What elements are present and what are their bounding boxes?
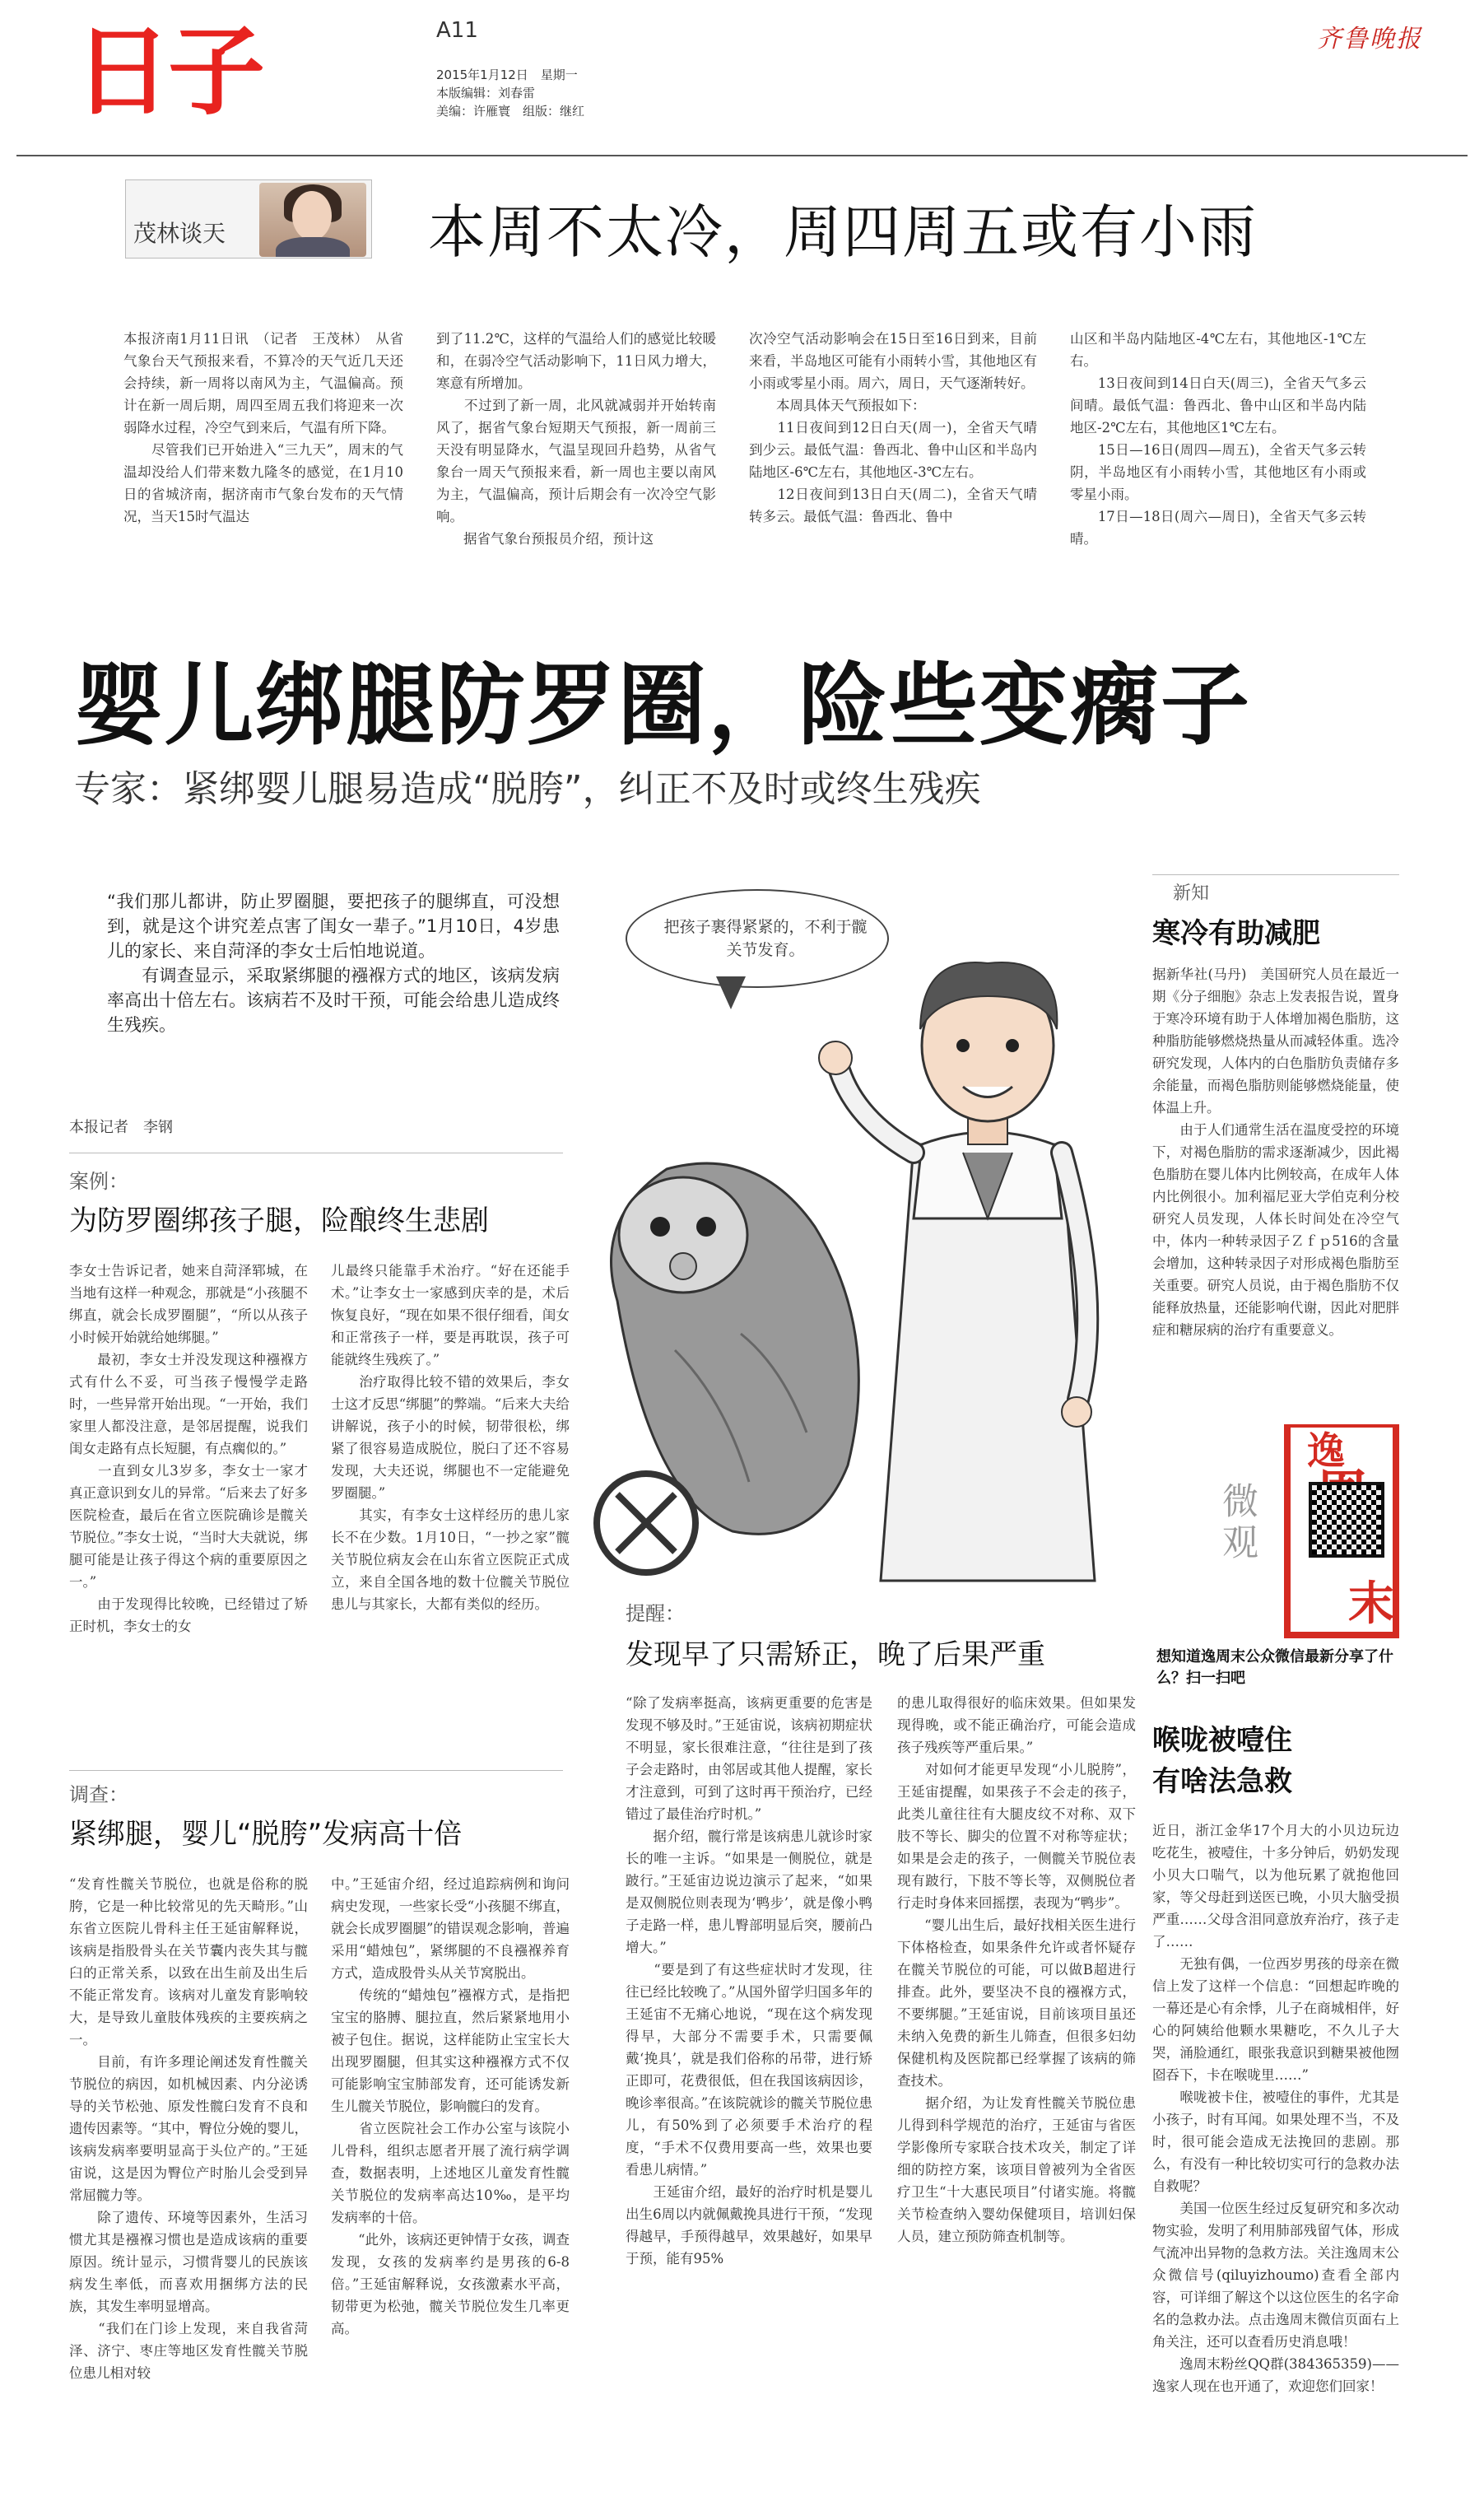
survey-divider	[69, 1770, 563, 1771]
byline: 本报记者 李钢	[69, 1119, 173, 1136]
sidebar-news-title: 寒冷有助减肥	[1152, 917, 1320, 950]
weather-col-4: 山区和半岛内陆地区-4℃左右，其他地区-1℃左右。 13日夜间到14日白天(周三)，全省天气多云间晴。最低气温：鲁西北、鲁中山区和半岛内陆地区-2℃左右，其他地区1℃左右。 15日—16日(周四—周五)，全省天气多云转阴，半岛地区有小雨转小雪，其他地区有小雨或零星小雨。 17日—18日(周六—周日)，全省天气多云转晴。	[1070, 331, 1366, 547]
brand-char-1: 逸	[1307, 1428, 1345, 1473]
case-title: 为防罗圈绑孩子腿，险酿终生悲剧	[69, 1204, 489, 1237]
weather-col-3: 次冷空气活动影响会在15日至16日到来，目前来看，半岛地区可能有小雨转小雪，其他地区有小雨或零星小雨。周六，周日，天气逐渐转好。 本周具体天气预报如下： 11日夜间到12日白天(周一)，全省天气晴到少云。最低气温：鲁西北、鲁中山区和半岛内陆地区-6℃左右，其他地区-3℃左右。 12日夜间到13日白天(周二)，全省天气晴转多云。最低气温：鲁西北、鲁中	[749, 331, 1037, 524]
main-headline: 婴儿绑腿防罗圈，险些变瘸子	[74, 655, 1252, 757]
sidebar-news-label: 新知	[1173, 883, 1210, 904]
columnist-avatar	[259, 183, 366, 257]
weather-col-2: 到了11.2℃，这样的气温给人们的感觉比较暖和，在弱冷空气活动影响下，11日风力增大，寒意有所增加。 不过到了新一周，北风就减弱并开始转南风了，据省气象台短期天气预报，新一周前三天没有明显降水，气温呈现回升趋势，从省气象台一周天气预报来看，新一周也主要以南风为主，气温偏高，预计后期会有一次冷空气影响。 据省气象台预报员介绍，预计这	[436, 331, 716, 547]
sidebar-top-divider	[1152, 874, 1399, 875]
section-title: 日子	[74, 15, 263, 128]
sidebar-news-text: 据新华社(马丹) 美国研究人员在最近一期《分子细胞》杂志上发表报告说，置身于寒冷环境有助于人体增加褐色脂肪，这种脂肪能够燃烧热量从而减轻体重。选冷研究发现，人体内的白色脂肪负责储存多余能量，而褐色脂肪则能够燃烧能量，使体温上升。 由于人们通常生活在温度受控的环境下，对褐色脂肪的需求逐渐减少，因此褐色脂肪在婴儿体内比例较高，在成年人体内比例很小。加利福尼亚大学伯克利分校研究人员发现，人体长时间处在冷空气中，体内一种转录因子Ｚｆｐ516的含量会增加，这种转录因子对形成褐色脂肪至关重要。研究人员说，由于褐色脂肪不仅能释放热量，还能影响代谢，因此对肥胖症和糖尿病的治疗有重要意义。	[1152, 967, 1399, 1338]
page-number: A11	[436, 18, 478, 43]
first-aid-title-line-1: 喉咙被噎住	[1152, 1724, 1292, 1757]
survey-title: 紧绑腿，婴儿“脱胯”发病高十倍	[69, 1818, 463, 1851]
weather-headline: 本周不太冷，周四周五或有小雨	[428, 198, 1258, 266]
survey-col-1: “发育性髋关节脱位，也就是俗称的脱胯，它是一种比较常见的先天畸形。”山东省立医院儿骨科主任王延宙解释说，该病是指股骨头在关节囊内丧失其与髋臼的正常关系，以致在出生前及出生后不能正常发育。该病对儿童发育影响较大，是导致儿童肢体残疾的主要疾病之一。 目前，有许多理论阐述发育性髋关节脱位的病因，如机械因素、内分泌诱导的关节松弛、原发性髋臼发育不良和遗传因素等。“其中，臀位分娩的婴儿，该病发病率要明显高于头位产的。”王延宙说，这是因为臀位产时胎儿会受到异常屈髋力等。 除了遗传、环境等因素外，生活习惯尤其是襁褓习惯也是造成该病的重要原因。统计显示，习惯背婴儿的民族该病发生率低，而喜欢用捆绑方法的民族，其发生率明显增高。 “我们在门诊上发现，来自我省菏泽、济宁、枣庄等地区发育性髋关节脱位患儿相对较	[69, 1876, 308, 2381]
first-aid-title-line-2: 有啥法急救	[1152, 1765, 1292, 1798]
wechat-mini-word: 微观	[1216, 1482, 1258, 1564]
doctor-figure	[819, 962, 1095, 1581]
doctor-baby-illustration	[568, 873, 1161, 1589]
weather-col-1: 本报济南1月11日讯 （记者 王茂林） 从省气象台天气预报来看，不算冷的天气近几天还会持续，新一周将以南风为主，气温偏高。预计在新一周后期，周四至周五我们将迎来一次弱降水过程，冷空气到来后，气温有所下降。 尽管我们已开始进入“三九天”，周末的气温却没给人们带来数九隆冬的感觉，在1月10日的省城济南，据济南市气象台发布的天气情况，当天15时气温达	[123, 331, 403, 524]
case-label: 案例：	[69, 1170, 128, 1193]
masthead-divider	[16, 155, 1468, 156]
speech-bubble-text: 把孩子裹得紧紧的，不利于髋关节发育。	[663, 918, 868, 959]
wechat-caption: 想知道逸周末公众微信最新分享了什么？扫一扫吧	[1156, 1648, 1393, 1687]
column-badge-label: 茂林谈天	[133, 220, 226, 247]
main-subtitle: 专家：紧绑婴儿腿易造成“脱胯”，纠正不及时或终生残疾	[74, 768, 981, 810]
remind-col-2: 的患儿取得很好的临床效果。但如果发现得晚，或不能正确治疗，可能会造成孩子残疾等严重后果。” 对如何才能更早发现“小儿脱胯”，王延宙提醒，如果孩子不会走的孩子，此类儿童往往有大腿皮纹不对称、双下肢不等长、脚尖的位置不对称等症状；如果是会走的孩子，一侧髋关节脱位表现有跛行，下肢不等长等，双侧脱位者行走时身体来回摇摆，表现为“鸭步”。 “婴儿出生后，最好找相关医生进行下体格检查，如果条件允许或者怀疑存在髋关节脱位的可能，可以做B超进行排查。此外，要坚决不良的襁褓方式，不要绑腿。”王延宙说，目前该项目虽还未纳入免费的新生儿筛查，但很多妇幼保健机构及医院都已经掌握了该病的筛查技术。 据介绍，为让发育性髋关节脱位患儿得到科学规范的治疗，王延宙与省医学影像所专家联合技术攻关，制定了详细的防控方案，该项目曾被列为全省医疗卫生“十大惠民项目”付诸实施。将髋关节检查纳入婴幼保健项目，培训妇保人员，建立预防筛查机制等。	[897, 1695, 1136, 2244]
case-col-2: 儿最终只能靠手术治疗。“好在还能手术。”让李女士一家感到庆幸的是，术后恢复良好，“现在如果不很仔细看，闺女和正常孩子一样，要是再耽误，孩子可能就终生残疾了。” 治疗取得比较不错的效果后，李女士这才反思“绑腿”的弊端。“后来大夫给讲解说，孩子小的时候，韧带很松，绑紧了很容易造成脱位，脱臼了还不容易发现，大夫还说，绑腿也不一定能避免罗圈腿。” 其实，有李女士这样经历的患儿家长不在少数。1月10日，“一抄之家”髋关节脱位病友会在山东省立医院正式成立，来自全国各地的数十位髋关节脱位患儿与其家长，大都有类似的经历。	[331, 1263, 570, 1612]
first-aid-text: 近日，浙江金华17个月大的小贝边玩边吃花生，被噎住，十多分钟后，奶奶发现小贝大口喘气，以为他玩累了就抱他回家，等父母赶到送医已晚，小贝大脑受损严重……父母含泪同意放弃治疗，孩子走了…… 无独有偶，一位西岁男孩的母亲在微信上发了这样一个信息：“回想起昨晚的一幕还是心有余悸，儿子在商城相伴，好心的阿姨给他颗水果糖吃，不久儿子大哭，涌脸通红，眼张我意识到糖果被他囫囵吞下，卡在喉咙里……” 喉咙被卡住，被噎住的事件，尤其是小孩子，时有耳闻。如果处理不当，不及时，很可能会造成无法挽回的悲剧。那么，有没有一种比较切实可行的急救办法自救呢？ 美国一位医生经过反复研究和多次动物实验，发明了利用肺部残留气体，形成气流冲出异物的急救方法。关注逸周末公众微信号(qiluyizhoumo)查看全部内容，可详细了解这个以这位医生的名字命名的急救办法。点击逸周末微信页面右上角关注，还可以查看历史消息哦！ 逸周末粉丝QQ群(384365359)——逸家人现在也开通了，欢迎您们回家！	[1152, 1823, 1399, 2394]
main-lead: “我们那儿都讲，防止罗圈腿，要把孩子的腿绑直，可没想到，就是这个讲究差点害了闺女一辈子。”1月10日，4岁患儿的家长、来自菏泽的李女士后怕地说道。 有调查显示，采取紧绑腿的襁褓方式的地区，该病发病率高出十倍左右。该病若不及时干预，可能会给患儿造成终生残疾。	[107, 892, 560, 1035]
remind-label: 提醒：	[626, 1602, 685, 1625]
remind-title: 发现早了只需矫正，晚了后果严重	[626, 1638, 1045, 1671]
swaddled-baby-figure	[612, 1163, 859, 1534]
survey-col-2: 中。”王延宙介绍，经过追踪病例和询问病史发现，一些家长受“小孩腿不绑直，就会长成罗圈腿”的错误观念影响，普遍采用“蜡烛包”，紧绑腿的不良襁褓养育方式，造成股骨头从关节窝脱出。 传统的“蜡烛包”襁褓方式，是指把宝宝的胳膊、腿拉直，然后紧紧地用小被子包住。据说，这样能防止宝宝长大出现罗圈腿，但其实这种襁褓方式不仅可能影响宝宝肺部发育，还可能诱发新生儿髋关节脱位，影响髋臼的发育。 省立医院社会工作办公室与该院小儿骨科，组织志愿者开展了流行病学调查，数据表明，上述地区儿童发育性髋关节脱位的发病率高达10‰，是平均发病率的十倍。 “此外，该病还更钟情于女孩，调查发现，女孩的发病率约是男孩的6-8倍。”王延宙解释说，女孩激素水平高，韧带更为松弛，髋关节脱位发生几率更高。	[331, 1876, 570, 2336]
prohibit-icon	[597, 1474, 695, 1572]
survey-label: 调查：	[69, 1783, 128, 1806]
newspaper-brand-logo: 齐鲁晚报	[1317, 25, 1422, 54]
wechat-qr-code-icon[interactable]	[1309, 1482, 1384, 1558]
editor-line: 本版编辑：刘春雷	[436, 86, 536, 100]
case-col-1: 李女士告诉记者，她来自菏泽郓城，在当地有这样一种观念，那就是“小孩腿不绑直，就会长成罗圈腿”，“所以从孩子小时候开始就给她绑腿。” 最初，李女士并没发现这种襁褓方式有什么不妥，可当孩子慢慢学走路时，一些异常开始出现。“一开始，我们家里人都没注意，是邻居提醒，说我们闺女走路有点长短腿，有点瘸似的。” 一直到女儿3岁多，李女士一家才真正意识到女儿的异常。“后来去了好多医院检查，最后在省立医院确诊是髋关节脱位。”李女士说，“当时大夫就说，绑腿可能是让孩子得这个病的重要原因之一。” 由于发现得比较晚，已经错过了矫正时机，李女士的女	[69, 1263, 308, 1634]
brand-char-3: 末	[1348, 1577, 1394, 1631]
remind-col-1: “除了发病率挺高，该病更重要的危害是发现不够及时。”王延宙说，该病初期症状不明显，家长很难注意，“往往是到了孩子会走路时，由邻居或其他人提醒，家长才注意到，可到了这时再干预治疗，已经错过了最佳治疗时机。” 据介绍，髋行常是该病患儿就诊时家长的唯一主诉。“如果是一侧脱位，就是跛行。”王延宙边说边演示了起来，“如果是双侧脱位则表现为‘鸭步’，就是像小鸭子走路一样，患儿臀部明显后突，腰前凸增大。” “要是到了有这些症状时才发现，往往已经比较晚了。”从国外留学归国多年的王延宙不无痛心地说，“现在这个病发现得早，大部分不需要手术，只需要佩戴‘挽具’，就是我们俗称的吊带，进行矫正即可，花费很低，但在我国该病因诊，晚诊率很高。”在该院就诊的髋关节脱位患儿，有50%到了必须要手术治疗的程度，“手术不仅费用要高一些，效果也要看患儿病情。” 王延宙介绍，最好的治疗时机是婴儿出生6周以内就佩戴挽具进行干预，“发现得越早，手预得越早，效果越好，如果早于预，能有95%	[626, 1695, 872, 2266]
date-line: 2015年1月12日 星期一	[436, 68, 578, 82]
design-line: 美编：许雁寰 组版：继红	[436, 104, 585, 119]
